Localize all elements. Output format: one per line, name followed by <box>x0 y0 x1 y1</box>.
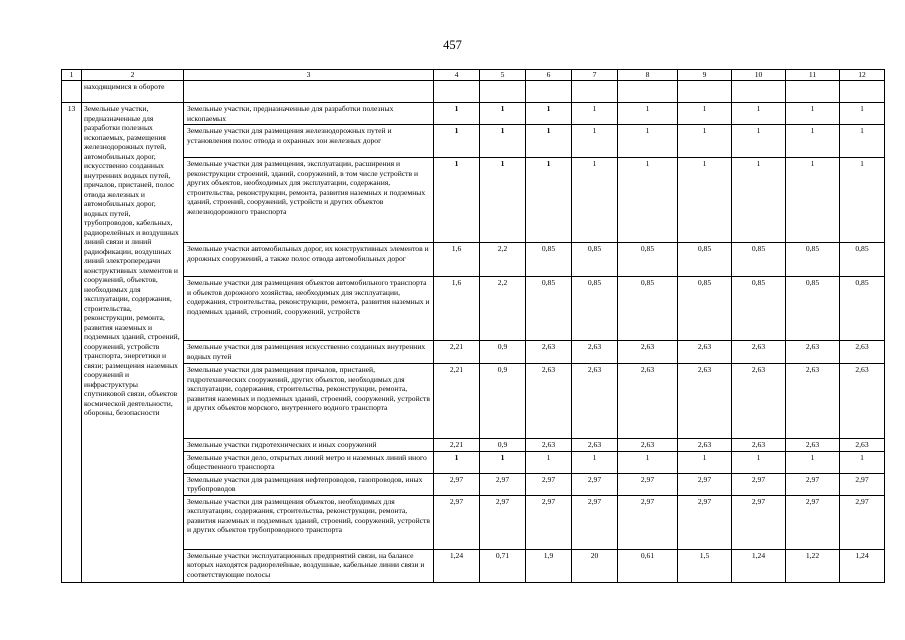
category-cell: Земельные участки, предназначенные для разработки полезных ископаемых, размещения железнодорожных путей, автомобильных дорог, искусственно созданных внутренних водных путей, причалов, пристаней, полос отвода железных и автомобильных дорог, водных путей, трубопроводов, кабельных, радиорелейных и воздушных линий связи и линий радиофикации, воздушных линий электропередачи конструктивных элементов и сооружений, объектов, необходимых для эксплуатации, содержания, строительства, реконструкции, ремонта, развития наземных и подземных зданий, строений, сооружений, устройств транспорта, энергетики и связи; размещения наземных сооружений и инфраструктуры спутниковой связи, объектов космической деятельности, обороны, безопасности <box>82 103 184 583</box>
coefficient-cell: 2,97 <box>678 495 732 549</box>
table-row <box>62 451 885 473</box>
coefficient-cell: 2,97 <box>786 495 840 549</box>
coefficient-cell: 2,63 <box>732 341 786 364</box>
coefficient-cell: 1 <box>434 125 480 158</box>
land-use-description: Земельные участки эксплуатационных предприятий связи, на балансе которых находятся радиорелейные, воздушные, кабельные линии связи и соответствующие полосы <box>184 549 434 582</box>
coefficient-cell: 2,97 <box>618 495 678 549</box>
column-number-cell: 12 <box>840 70 885 81</box>
coefficient-cell: 2,63 <box>786 341 840 364</box>
land-use-description: Земельные участки, предназначенные для разработки полезных ископаемых <box>184 103 434 125</box>
table-row <box>62 125 885 158</box>
coefficient-cell: 2,21 <box>434 341 480 364</box>
coefficient-cell: 2,97 <box>732 473 786 495</box>
coefficient-cell: 0,85 <box>678 243 732 277</box>
coefficient-cell: 2,63 <box>618 364 678 439</box>
coefficient-cell: 1,5 <box>678 549 732 582</box>
coefficient-cell: 20 <box>572 549 618 582</box>
coefficient-cell: 1 <box>840 103 885 125</box>
coefficient-cell: 2,63 <box>678 341 732 364</box>
coefficient-cell: 1 <box>786 125 840 158</box>
empty-cell <box>786 81 840 103</box>
coefficient-cell: 1,9 <box>526 549 572 582</box>
column-number-cell: 3 <box>184 70 434 81</box>
coefficient-cell: 1,6 <box>434 277 480 341</box>
coefficient-cell: 1,22 <box>786 549 840 582</box>
land-use-description: Земельные участки для размещения, эксплуатации, расширения и реконструкции строений, зданий, сооружений, в том числе устройств и других объектов, необходимых для эксплуатации, содержания, строительства, реконструкции, ремонта, развития наземных и подземных зданий, строений, сооружений, устройств и других объектов железнодорожного транспорта <box>184 158 434 243</box>
coefficient-cell: 2,63 <box>618 341 678 364</box>
empty-cell <box>526 81 572 103</box>
row-number-cell <box>62 81 82 103</box>
coefficient-cell: 1 <box>618 103 678 125</box>
coefficient-cell: 0,85 <box>732 277 786 341</box>
coefficient-cell: 2,21 <box>434 364 480 439</box>
coefficient-cell: 2,63 <box>618 439 678 452</box>
table-row <box>62 103 885 125</box>
coefficients-table <box>61 69 885 583</box>
continuation-row <box>62 81 885 103</box>
coefficient-cell: 2,63 <box>786 364 840 439</box>
empty-cell <box>840 81 885 103</box>
coefficient-cell: 2,63 <box>572 341 618 364</box>
coefficient-cell: 1 <box>572 158 618 243</box>
coefficient-cell: 0,9 <box>480 364 526 439</box>
coefficient-cell: 1 <box>480 125 526 158</box>
column-number-cell: 4 <box>434 70 480 81</box>
table-row <box>62 158 885 243</box>
table-row <box>62 549 885 582</box>
page-number: 457 <box>443 38 462 52</box>
coefficient-cell: 2,97 <box>732 495 786 549</box>
coefficient-cell: 2,97 <box>526 495 572 549</box>
empty-cell <box>618 81 678 103</box>
coefficient-cell: 2,97 <box>678 473 732 495</box>
table-row <box>62 439 885 452</box>
land-use-description: Земельные участки автомобильных дорог, их конструктивных элементов и дорожных сооружений, а также полос отвода автомобильных дорог <box>184 243 434 277</box>
coefficient-cell: 0,85 <box>732 243 786 277</box>
land-use-description: Земельные участки для размещения объектов, необходимых для эксплуатации, содержания, строительства, реконструкции, ремонта, развития наземных и подземных зданий, строений, сооружений, устройств и других объектов трубопроводного транспорта <box>184 495 434 549</box>
land-use-description: Земельные участки гидротехнических и иных сооружений <box>184 439 434 452</box>
empty-cell <box>480 81 526 103</box>
column-number-cell: 1 <box>62 70 82 81</box>
coefficient-cell: 1 <box>526 125 572 158</box>
table-row <box>62 473 885 495</box>
coefficient-cell: 1 <box>678 451 732 473</box>
empty-cell <box>678 81 732 103</box>
coefficient-cell: 0,9 <box>480 341 526 364</box>
coefficient-cell: 1 <box>732 103 786 125</box>
coefficient-cell: 2,97 <box>526 473 572 495</box>
coefficient-cell: 2,63 <box>572 439 618 452</box>
empty-cell <box>572 81 618 103</box>
coefficient-cell: 0,85 <box>840 277 885 341</box>
coefficient-cell: 0,71 <box>480 549 526 582</box>
table-row <box>62 243 885 277</box>
column-number-cell: 2 <box>82 70 184 81</box>
category-cell: находящимися в обороте <box>82 81 184 103</box>
coefficient-cell: 2,97 <box>434 495 480 549</box>
coefficient-cell: 1 <box>572 125 618 158</box>
coefficient-cell: 1 <box>732 451 786 473</box>
coefficient-cell: 0,85 <box>786 243 840 277</box>
coefficient-cell: 2,97 <box>572 495 618 549</box>
coefficient-cell: 1 <box>618 158 678 243</box>
coefficient-cell: 0,61 <box>618 549 678 582</box>
coefficient-cell: 1 <box>840 158 885 243</box>
coefficient-cell: 1 <box>572 451 618 473</box>
coefficient-cell: 1 <box>732 158 786 243</box>
coefficient-cell: 1 <box>678 103 732 125</box>
coefficient-cell: 0,85 <box>572 243 618 277</box>
column-number-cell: 5 <box>480 70 526 81</box>
coefficient-cell: 2,2 <box>480 243 526 277</box>
row-number-cell: 13 <box>62 103 82 583</box>
coefficient-cell: 0,85 <box>618 243 678 277</box>
coefficient-cell: 2,63 <box>678 439 732 452</box>
coefficient-cell: 0,85 <box>678 277 732 341</box>
coefficient-cell: 2,63 <box>840 439 885 452</box>
coefficient-cell: 0,85 <box>786 277 840 341</box>
coefficient-cell: 2,21 <box>434 439 480 452</box>
coefficient-cell: 0,85 <box>526 277 572 341</box>
coefficient-cell: 1 <box>786 103 840 125</box>
table-row <box>62 364 885 439</box>
empty-cell <box>184 81 434 103</box>
land-use-description: Земельные участки для размещения нефтепроводов, газопроводов, иных трубопроводов <box>184 473 434 495</box>
column-number-cell: 11 <box>786 70 840 81</box>
land-use-description: Земельные участки для размещения объектов автомобильного транспорта и объектов дорожного хозяйства, необходимых для эксплуатации, содержания, строительства, реконструкции, ремонта, развития наземных и подземных зданий, строений, сооружений, устройств <box>184 277 434 341</box>
column-number-cell: 7 <box>572 70 618 81</box>
land-use-description: Земельные участки для размещения причалов, пристаней, гидротехнических сооружений, других объектов, необходимых для эксплуатации, содержания, строительства, реконструкции, ремонта, развития наземных и подземных зданий, строений, сооружений, устройств и других объектов морского, внутреннего водного транспорта <box>184 364 434 439</box>
coefficient-cell: 1 <box>480 451 526 473</box>
coefficient-cell: 2,63 <box>732 364 786 439</box>
coefficient-cell: 1,24 <box>732 549 786 582</box>
coefficient-cell: 2,63 <box>572 364 618 439</box>
coefficient-cell: 1 <box>786 451 840 473</box>
empty-cell <box>732 81 786 103</box>
coefficient-cell: 1 <box>526 103 572 125</box>
empty-cell <box>434 81 480 103</box>
coefficient-cell: 2,63 <box>526 364 572 439</box>
coefficient-cell: 1 <box>480 103 526 125</box>
coefficient-cell: 2,97 <box>786 473 840 495</box>
coefficient-cell: 1 <box>572 103 618 125</box>
coefficient-cell: 1 <box>526 158 572 243</box>
coefficient-cell: 1 <box>618 451 678 473</box>
coefficient-cell: 1 <box>840 125 885 158</box>
coefficient-cell: 2,97 <box>434 473 480 495</box>
coefficient-cell: 1 <box>840 451 885 473</box>
coefficient-cell: 2,97 <box>618 473 678 495</box>
table-row <box>62 277 885 341</box>
coefficient-cell: 2,2 <box>480 277 526 341</box>
column-number-cell: 10 <box>732 70 786 81</box>
coefficient-cell: 1,24 <box>840 549 885 582</box>
land-use-description: Земельные участки для размещения искусственно созданных внутренних водных путей <box>184 341 434 364</box>
coefficient-cell: 2,63 <box>840 364 885 439</box>
coefficient-cell: 1,24 <box>434 549 480 582</box>
coefficient-cell: 1,6 <box>434 243 480 277</box>
table-row <box>62 495 885 549</box>
table-row <box>62 341 885 364</box>
column-number-cell: 9 <box>678 70 732 81</box>
coefficient-cell: 2,63 <box>732 439 786 452</box>
coefficient-cell: 2,97 <box>480 495 526 549</box>
coefficient-cell: 2,63 <box>786 439 840 452</box>
coefficient-cell: 0,85 <box>526 243 572 277</box>
coefficient-cell: 1 <box>434 451 480 473</box>
coefficient-cell: 2,97 <box>840 495 885 549</box>
land-use-description: Земельные участки для размещения железнодорожных путей и установления полос отвода и охранных зон железных дорог <box>184 125 434 158</box>
coefficient-cell: 1 <box>678 158 732 243</box>
coefficient-cell: 1 <box>526 451 572 473</box>
coefficient-cell: 1 <box>786 158 840 243</box>
coefficient-cell: 2,63 <box>526 439 572 452</box>
coefficient-cell: 0,85 <box>572 277 618 341</box>
coefficient-cell: 1 <box>678 125 732 158</box>
coefficient-cell: 1 <box>618 125 678 158</box>
coefficient-cell: 1 <box>434 103 480 125</box>
coefficient-cell: 0,9 <box>480 439 526 452</box>
coefficient-cell: 2,97 <box>480 473 526 495</box>
coefficient-cell: 2,97 <box>840 473 885 495</box>
column-number-cell: 8 <box>618 70 678 81</box>
coefficient-cell: 0,85 <box>618 277 678 341</box>
coefficient-cell: 2,63 <box>840 341 885 364</box>
column-number-cell: 6 <box>526 70 572 81</box>
coefficient-cell: 2,97 <box>572 473 618 495</box>
coefficient-cell: 2,63 <box>526 341 572 364</box>
column-number-header-row <box>62 70 885 81</box>
coefficient-cell: 2,63 <box>678 364 732 439</box>
coefficient-cell: 1 <box>732 125 786 158</box>
coefficient-cell: 1 <box>434 158 480 243</box>
coefficient-cell: 1 <box>480 158 526 243</box>
land-use-description: Земельные участки дело, открытых линий метро и наземных линий иного общественного транспорта <box>184 451 434 473</box>
coefficient-cell: 0,85 <box>840 243 885 277</box>
